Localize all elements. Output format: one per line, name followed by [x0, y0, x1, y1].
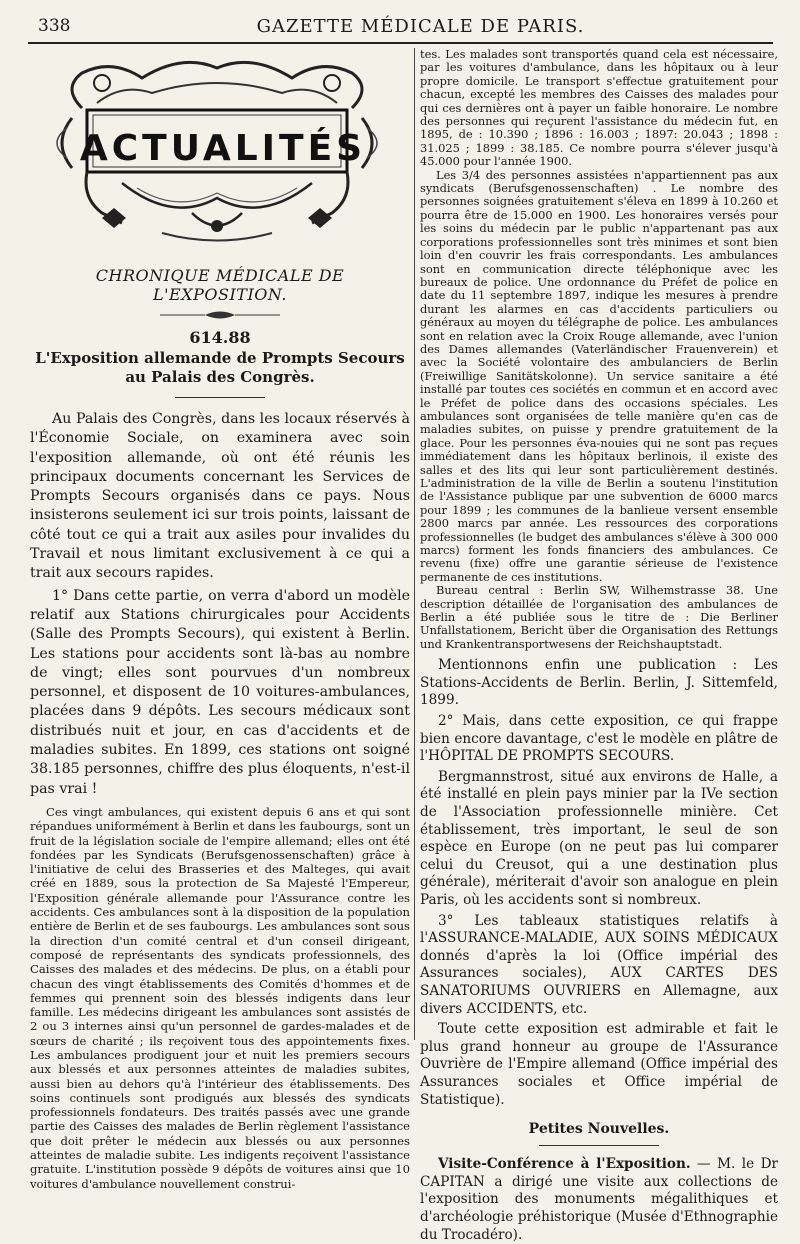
news-item-title: Visite-Conférence à l'Exposition.	[438, 1156, 691, 1173]
news-item-text: — M. le Dr CAPITAN a dirigé une visite aux collections de l'exposition des monuments mégalithiques et d'archéologie préhistorique (Musée d'Ethnographie du Trocadéro).	[420, 1156, 778, 1243]
body-paragraph: 3° Les tableaux statistiques relatifs à l'ASSURANCE-MALADIE, AUX SOINS MÉDICAUX donnés d'après la loi (Office impérial des Assurances sociales), AUX CARTES DES SANATORIUMS OUVRIERS en Allemagne, aux divers ACCIDENTS, etc.	[420, 912, 778, 1017]
petites-nouvelles-rule	[539, 1145, 659, 1146]
petites-nouvelles-item	[420, 1156, 778, 1244]
title-rule	[175, 397, 265, 398]
petites-nouvelles-heading: Petites Nouvelles.	[528, 1121, 670, 1138]
banner-title: ACTUALITÉS	[79, 128, 367, 169]
left-body-large	[30, 410, 410, 799]
left-column	[30, 48, 410, 1191]
body-paragraph: Mentionnons enfin une publication : Les Stations-Accidents de Berlin. Berlin, J. Sittemfeld, 1899.	[420, 657, 778, 709]
right-body-small	[420, 48, 778, 651]
section-kicker: CHRONIQUE MÉDICALE DE L'EXPOSITION.	[95, 266, 345, 304]
body-paragraph: Bergmannstrost, situé aux environs de Halle, a été installé en plein pays minier par la IVe section de l'Association professionnelle minière. Cet établissement, très important, le seul de son espèce en Europe (on ne peut pas lui comparer celui du Creusot, qui a une destination plus générale), mériterait d'avoir son analogue en plein Paris, où les accidents sont si nombreux.	[420, 768, 778, 908]
body-paragraph: Bureau central : Berlin SW, Wilhemstrasse 38. Une description détaillée de l'organisation des ambulances de Berlin a été publiée sous le titre de : Die Berliner Unfallstationem, Bericht über die Organisation des Rettungs und Krankentransportwesens der Reichshauptstadt.	[420, 583, 778, 651]
article-title	[30, 349, 410, 387]
body-paragraph: tes. Les malades sont transportés quand cela est nécessaire, par les voitures d'ambulance, dans les hôpitaux ou à leur propre domicile. Le transport s'effectue gratuitement pour chacun, excepté les membres des Caisses des malades pour qui ces dernières ont à payer un faible honoraire. Le nombre des personnes qui reçurent l'assistance du médecin fut, en 1895, de : 10.390 ; 1896 : 16.003 ; 1897: 20.043 ; 1898 : 31.025 ; 1899 : 38.185. Ce nombre pourra s'élever jusqu'à 45.000 pour l'année 1900.	[420, 47, 778, 169]
column-divider	[414, 48, 415, 1040]
body-paragraph: Ces vingt ambulances, qui existent depuis 6 ans et qui sont répandues uniformément à Berlin et dans les faubourgs, sont un fruit de la législation sociale de l'empire allemand; elles ont été fondées par les Syndicats (Berufsgenossenschaften) grâce à l'initiative de celui des Brasseries et des Malteges, qui avait créé en 1889, sous la protection de Sa Majesté l'Empereur, l'Exposition générale allemande pour l'Assurance contre les accidents. Ces ambulances sont à la disposition de la population entière de Berlin et de ses faubourgs. Les ambulances sont sous la direction d'un comité central et d'un conseil dirigeant, composé de représentants des syndicats professionnels, des Caisses des malades et des médecins. De plus, on a établi pour chacun des vingt établissements des Comités d'hommes et de femmes qui prennent soin des blessés indigents dans leur famille. Les médecins dirigeant les ambulances sont assistés de 2 ou 3 internes ainsi qu'un personnel de gardes-malades et de sœurs de charité ; ils reçoivent tous des appointements fixes. Les ambulances prodiguent jour et nuit les premiers secours aux blessés et aux personnes atteintes de maladies subites, aussi bien au dehors qu'à l'intérieur des établissements. Des soins continuels sont prodigués aux blessés des syndicats professionnels fondateurs. Des traités passés avec une grande partie des Caisses des malades de Berlin règlement l'assistance que doit prêter le médecin aux blessés ou aux personnes atteintes de maladie subite. Les indigents reçoivent l'assistance gratuite. L'institution possède 9 dépôts de voitures ainsi que 10 voitures d'ambulance nouvellement construi-	[30, 804, 410, 1191]
page-number: 338	[38, 16, 71, 36]
page-header	[28, 10, 773, 44]
body-paragraph: 1° Dans cette partie, on verra d'abord un modèle relatif aux Stations chirurgicales pour Accidents (Salle des Prompts Secours), qui existent à Berlin. Les stations pour accidents sont là-bas au nombre de vingt; elles sont pourvues d'un nombreux personnel, et disposent de 10 voitures-ambulances, placées dans 9 dépôts. Les secours médicaux sont distribués nuit et jour, en cas d'accidents et de maladies subites. En 1899, ces stations ont soigné 38.185 personnes, chiffre des plus éloquents, n'est-il pas vrai !	[30, 587, 410, 797]
article-title-line1: L'Exposition allemande de Prompts Secours	[35, 349, 405, 367]
article-title-line2: au Palais des Congrès.	[125, 368, 315, 386]
article-number: 614.88	[189, 328, 251, 347]
right-body-large	[420, 657, 778, 1109]
body-paragraph: 2° Mais, dans cette exposition, ce qui frappe bien encore davantage, c'est le modèle en plâtre de l'HÔPITAL DE PROMPTS SECOURS.	[420, 713, 778, 765]
journal-title: GAZETTE MÉDICALE DE PARIS.	[256, 16, 585, 37]
news-item	[420, 1156, 778, 1244]
actualites-banner	[42, 48, 404, 258]
body-paragraph: Toute cette exposition est admirable et fait le plus grand honneur au groupe de l'Assurance Ouvrière de l'Empire allemand (Office impérial des Assurances sociales et Office impérial de Statistique).	[420, 1021, 778, 1108]
body-paragraph: Les 3/4 des personnes assistées n'appartiennent pas aux syndicats (Berufsgenossenschaften) . Le nombre des personnes soignées gratuitement s'éleva en 1899 à 10.260 et pourra être de 15.000 en 1900. Les honoraires versés pour les soins du médecin par le public n'appartenant pas aux corporations professionnelles sont très minimes et sont bien loin d'en couvrir les frais correspondants. Les ambulances sont en communication directe téléphonique avec les bureaux de police. Une ordonnance du Préfet de police en date du 11 septembre 1897, indique les mesures à prendre durant les alarmes en cas d'accidents particuliers ou généraux au moyen du télégraphe de police. Les ambulances sont en relation avec la Croix Rouge allemande, avec l'union des Dames allemandes (Vaterländischer Frauenverein) et avec la Société volontaire des ambulanciers de Berlin (Freiwillige Sanitätskolonne). Un service sanitaire a été installé par toutes ces sociétés en commun et en accord avec le Préfet de police dans des occasions spéciales. Les ambulances sont organisées de telle manière qu'en cas de maladies subites, on puisse y prendre gratuitement de la glace. Pour les personnes éva-nouies qui ne sont pas reçues immédiatement dans les hôpitaux berlinois, il existe des salles et des lits qui leur sont particulièrement destinés. L'administration de la ville de Berlin a soutenu l'institution de l'Assistance publique par une subvention de 6000 marcs pour 1899 ; les communes de la banlieue versent ensemble 2800 marcs par année. Les ressources des corporations professionnelles (le budget des ambulances s'élève à 300 000 marcs) forment les fonds financiers des ambulances. Ce revenu (fixe) offre une garantie sérieuse de l'existence permanente de ces institutions.	[420, 167, 778, 584]
divider-ornament-icon	[160, 310, 280, 320]
right-column	[420, 47, 778, 1243]
left-body-small	[30, 805, 410, 1191]
body-paragraph: Au Palais des Congrès, dans les locaux réservés à l'Économie Sociale, on examinera avec soin l'exposition allemande, où ont été réunis les principaux documents concernant les Services de Prompts Secours organisés dans ce pays. Nous insisterons seulement ici sur trois points, laissant de côté tout ce qui a trait aux asiles pour invalides du Travail et nous limitant exclusivement à ce qui a trait aux secours rapides.	[30, 411, 410, 582]
